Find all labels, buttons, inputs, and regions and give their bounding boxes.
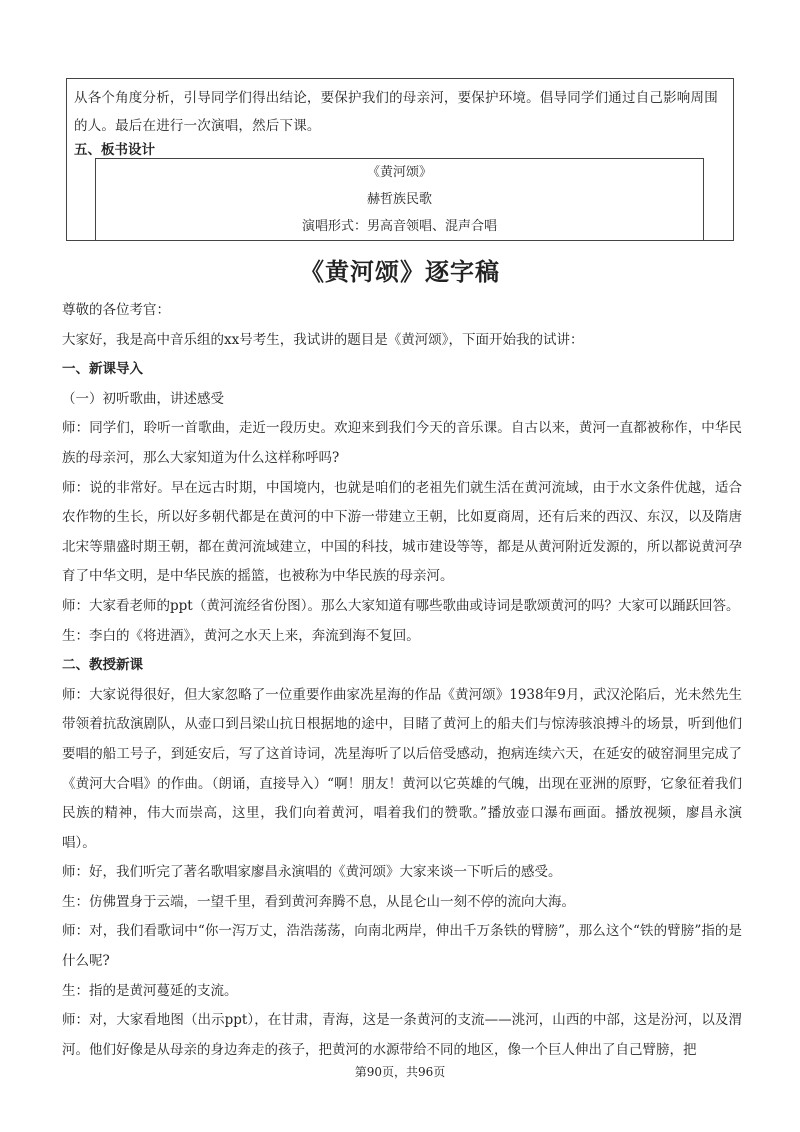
transcript-paragraph: 师：同学们，聆听一首歌曲，走近一段历史。欢迎来到我们今天的音乐课。自古以来，黄河一直都被称作，中华民族的母亲河，那么大家知道为什么这样称呼吗? xyxy=(62,420,742,466)
page-number: 第90页，共96页 xyxy=(354,1065,446,1079)
transcript-paragraph: 生：仿佛置身于云端，一望千里，看到黄河奔腾不息，从昆仑山一刻不停的流向大海。 xyxy=(62,893,575,910)
section-heading: 一、新课导入 xyxy=(62,361,143,378)
transcript-paragraph: 生：李白的《将进酒》，黄河之水天上来，奔流到海不复回。 xyxy=(62,627,420,644)
transcript-paragraph: 尊敬的各位考官： xyxy=(62,302,170,318)
document-title: 《黄河颂》逐字稿 xyxy=(300,257,500,286)
transcript-paragraph: 生：指的是黄河蔓延的支流。 xyxy=(62,982,238,999)
board-performance-form: 演唱形式：男高音领唱、混声合唱 xyxy=(301,219,497,234)
blackboard-design-box xyxy=(95,158,704,241)
transcript-body xyxy=(62,296,742,1065)
transcript-paragraph: 师：好，我们听完了著名歌唱家廖昌永演唱的《黄河颂》大家来谈一下听后的感受。 xyxy=(62,864,562,881)
transcript-paragraph: （一）初听歌曲，讲述感受 xyxy=(62,390,224,407)
section-heading-board-design: 五、板书设计 xyxy=(74,142,155,158)
transcript-paragraph: 师：对，我们看歌词中“你一泻万丈，浩浩荡荡，向南北两岸，伸出千万条铁的臂膀”，那么这个“铁的臂膀”指的是什么呢? xyxy=(62,923,742,970)
transcript-paragraph: 师：大家看老师的ppt（黄河流经省份图）。那么大家知道有哪些歌曲或诗词是歌颂黄河的吗？大家可以踊跃回答。 xyxy=(62,597,740,614)
board-song-title: 《黄河颂》 xyxy=(366,165,432,180)
section-heading: 二、教授新课 xyxy=(62,657,143,674)
transcript-paragraph: 师：大家说得很好，但大家忽略了一位重要作曲家冼星海的作品《黄河颂》1938年9月，武汉沦陷后，光未然先生带领着抗敌演剧队，从壶口到吕梁山抗日根据地的途中，目睹了黄河上的船夫们与惊涛骇浪搏斗的场景，听到他们要唱的船工号子，到延安后，写了这首诗词，冼星海听了以后倍受感动，抱病连续六天，在延安的破窑洞里完成了《黄河大合唱》的作曲。（朗诵，直接导入）“啊！朋友！黄河以它英雄的气魄，出现在亚洲的原野，它象征着我们民族的精神，伟大而崇高，这里，我们向着黄河，唱着我们的赞歌。”播放壶口瀑布画面。播放视频，廖昌永演唱）。 xyxy=(62,686,742,851)
closing-paragraph: 从各个角度分析，引导同学们得出结论，要保护我们的母亲河，要保护环境。倡导同学们通过自己影响周围的人。最后在进行一次演唱，然后下课。 xyxy=(74,90,718,134)
transcript-paragraph: 师：对，大家看地图（出示ppt），在甘肃，青海，这是一条黄河的支流——洮河，山西的中部，这是汾河，以及渭河。他们好像是从母亲的身边奔走的孩子，把黄河的水源带给不同的地区，像一个巨人伸出了自己臂膀，把 xyxy=(62,1012,742,1058)
board-song-origin: 赫哲族民歌 xyxy=(366,192,432,207)
transcript-paragraph: 大家好，我是高中音乐组的xx号考生，我试讲的题目是《黄河颂》，下面开始我的试讲： xyxy=(62,331,584,348)
transcript-paragraph: 师：说的非常好。早在远古时期，中国境内，也就是咱们的老祖先们就生活在黄河流域，由于水文条件优越，适合农作物的生长，所以好多朝代都是在黄河的中下游一带建立王朝，比如夏商周，还有后来的西汉、东汉，以及隋唐北宋等鼎盛时期王朝，都在黄河流域建立，中国的科技，城市建设等等，都是从黄河附近发源的，所以都说黄河孕育了中华文明，是中华民族的摇篮，也被称为中华民族的母亲河。 xyxy=(62,479,742,585)
